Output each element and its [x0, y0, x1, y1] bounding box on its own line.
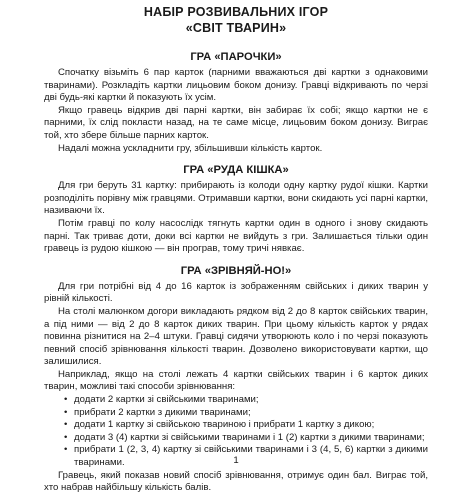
list-item: • прибрати 1 (2, 3, 4) картку зі свійськими тваринами і 3 (4, 5, 6) картки з дикими тваринами. — [74, 444, 428, 469]
list-item: • прибрати 2 картки з дикими тваринами; — [74, 407, 428, 420]
paragraph: На столі малюнком догори викладають рядком від 2 до 8 карток свійських тварин, а під ними — від 2 до 8 карток диких тварин. При цьому кількість карток у рядах повинна різнитися на 2–4 штуки. Гравці сидячи утворюють коло і по черзі показують певний спосіб зрівнювання кількості тварин. Дозволено використовувати картки, що залишилися. — [44, 305, 428, 368]
section-title: ГРА «ПАРОЧКИ» — [190, 51, 282, 63]
page-title — [44, 4, 428, 36]
section-ruda-kishka — [44, 163, 428, 256]
paragraph: Наприклад, якщо на столі лежать 4 картки свійських тварин і 6 карток диких тварин, можливі такі способи зрівнювання: — [44, 368, 428, 393]
paragraph: Якщо гравець відкрив дві парні картки, він забирає їх собі; якщо картки не є парними, їх слід покласти назад, на те саме місце, лицьовим боком донизу. Виграє той, хто збере більше парних карток. — [44, 104, 428, 141]
list-item: • додати 1 картку зі свійською твариною і прибрати 1 картку з дикою; — [74, 419, 428, 432]
page-title-line2: «СВІТ ТВАРИН» — [185, 21, 287, 35]
paragraph: Для гри беруть 31 картку: прибирають із колоди одну картку рудої кішки. Картки розподіліть порівну між гравцями. Отримавши картки, вони скидають усі парні картки, називаючи їх. — [44, 180, 428, 217]
page-title-line1: НАБІР РОЗВИВАЛЬНИХ ІГОР — [143, 5, 329, 19]
paragraph: Спочатку візьміть 6 пар карток (парними вважаються дві картки з однаковими тваринами). Розкладіть картки лицьовим боком донизу. Гравці відкривають по черзі дві будь-які картки й показують їх усім. — [44, 67, 428, 104]
list-item: • додати 2 картки зі свійськими тваринами; — [74, 394, 428, 407]
paragraph: Гравець, який показав новий спосіб зрівнювання, отримує один бал. Виграє той, хто набрав найбільшу кількість балів. — [44, 469, 428, 494]
paragraph: Потім гравці по колу насослідк тягнуть картки один в одного і знову скидають парні. Так триває доти, доки всі картки не вийдуть з гри. Залишається тільки один гравець із рудою кішкою — він програв, тому тричі нявкає. — [44, 217, 428, 255]
section-title: ГРА «РУДА КІШКА» — [183, 164, 289, 177]
paragraph: Надалі можна ускладнити гру, збільшивши кількість карток. — [58, 142, 323, 154]
list-item: • додати 3 (4) картки зі свійськими тваринами і 1 (2) картки з дикими тваринами; — [74, 432, 428, 445]
section-title: ГРА «ЗРІВНЯЙ-НО!» — [180, 264, 292, 277]
page-number: 1 — [233, 455, 239, 466]
section-parochky — [44, 50, 428, 155]
paragraph: Для гри потрібні від 4 до 16 карток із зображенням свійських і диких тварин у рівній кількості. — [44, 280, 428, 305]
